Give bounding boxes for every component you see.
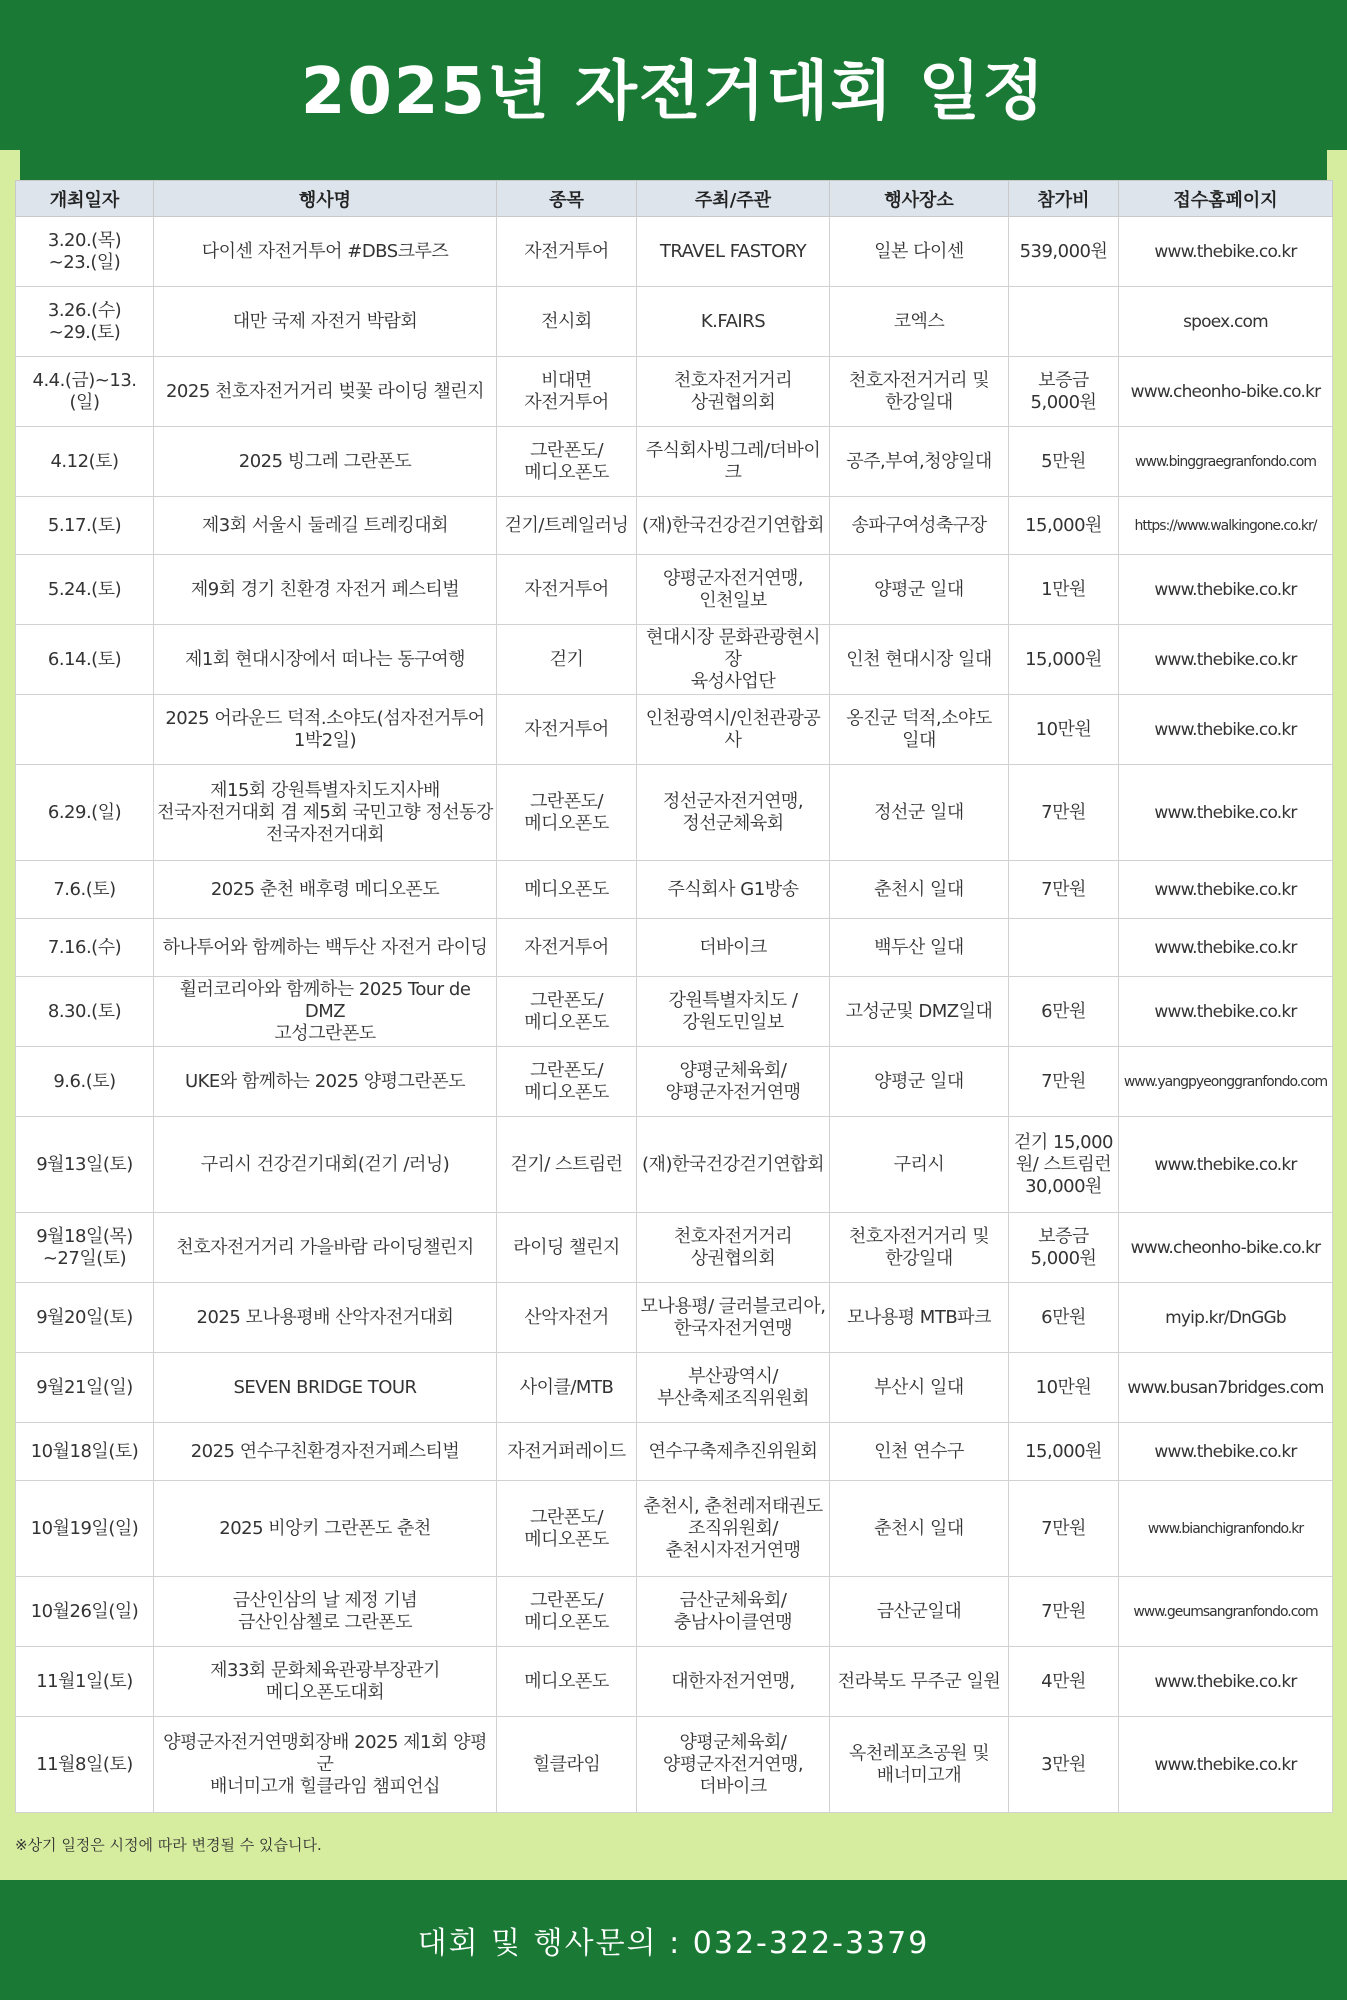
cell-fee: 15,000원	[1009, 497, 1119, 555]
cell-fee: 7만원	[1009, 1047, 1119, 1117]
cell-type: 산악자전거	[497, 1283, 637, 1353]
cell-host: 주식회사빙그레/더바이크	[637, 427, 830, 497]
contact-info: 대회 및 행사문의 : 032-322-3379	[417, 1926, 930, 1961]
table-row	[16, 1717, 1333, 1813]
cell-type: 그란폰도/ 메디오폰도	[497, 977, 637, 1047]
cell-host: 주식회사 G1방송	[637, 861, 830, 919]
cell-place: 정선군 일대	[830, 765, 1009, 861]
cell-event-name: 제1회 현대시장에서 떠나는 동구여행	[154, 625, 497, 695]
cell-website[interactable]: myip.kr/DnGGb	[1119, 1283, 1333, 1353]
cell-host: 부산광역시/ 부산축제조직위원회	[637, 1353, 830, 1423]
cell-event-name: 제15회 강원특별자치도지사배 전국자전거대회 겸 제5회 국민고향 정선동강 전국자전거대회	[154, 765, 497, 861]
cell-date: 9.6.(토)	[16, 1047, 154, 1117]
cell-date: 6.14.(토)	[16, 625, 154, 695]
cell-event-name: 금산인삼의 날 제정 기념 금산인삼첼로 그란폰도	[154, 1577, 497, 1647]
cell-event-name: 2025 빙그레 그란폰도	[154, 427, 497, 497]
cell-place: 천호자전거거리 및 한강일대	[830, 357, 1009, 427]
cell-event-name: 하나투어와 함께하는 백두산 자전거 라이딩	[154, 919, 497, 977]
table-row	[16, 1283, 1333, 1353]
cell-date: 9월13일(토)	[16, 1117, 154, 1213]
cell-event-name: SEVEN BRIDGE TOUR	[154, 1353, 497, 1423]
cell-place: 춘천시 일대	[830, 1481, 1009, 1577]
header-corner-left	[0, 150, 20, 180]
table-row	[16, 287, 1333, 357]
cell-host: 인천광역시/인천관광공사	[637, 695, 830, 765]
cell-place: 공주,부여,청양일대	[830, 427, 1009, 497]
cell-host: (재)한국건강걷기연합회	[637, 497, 830, 555]
cell-place: 춘천시 일대	[830, 861, 1009, 919]
table-row	[16, 919, 1333, 977]
table-row	[16, 217, 1333, 287]
cell-place: 모나용평 MTB파크	[830, 1283, 1009, 1353]
table-row	[16, 1647, 1333, 1717]
cell-place: 옹진군 덕적,소야도 일대	[830, 695, 1009, 765]
cell-fee: 539,000원	[1009, 217, 1119, 287]
cell-fee: 걷기 15,000 원/ 스트림런 30,000원	[1009, 1117, 1119, 1213]
cell-date: 6.29.(일)	[16, 765, 154, 861]
cell-fee: 10만원	[1009, 1353, 1119, 1423]
column-header-fee: 참가비	[1009, 181, 1119, 217]
cell-date	[16, 695, 154, 765]
column-header-host: 주최/주관	[637, 181, 830, 217]
table-row	[16, 1047, 1333, 1117]
cell-place: 옥천레포츠공원 및 배너미고개	[830, 1717, 1009, 1813]
cell-event-name: 양평군자전거연맹회장배 2025 제1회 양평군 배너미고개 힐클라임 챔피언십	[154, 1717, 497, 1813]
cell-host: 천호자전거거리 상권협의회	[637, 357, 830, 427]
cell-event-name: 2025 어라운드 덕적.소야도(섬자전거투어 1박2일)	[154, 695, 497, 765]
cell-website[interactable]: www.yangpyeonggranfondo.com	[1119, 1047, 1333, 1117]
cell-website[interactable]: www.cheonho-bike.co.kr	[1119, 357, 1333, 427]
table-row	[16, 1423, 1333, 1481]
cell-host: 양평군체육회/ 양평군자전거연맹	[637, 1047, 830, 1117]
cell-type: 라이딩 챌린지	[497, 1213, 637, 1283]
cell-event-name: 제3회 서울시 둘레길 트레킹대회	[154, 497, 497, 555]
cell-date: 3.20.(목) ~23.(일)	[16, 217, 154, 287]
table-row	[16, 695, 1333, 765]
cell-fee: 6만원	[1009, 977, 1119, 1047]
cell-website[interactable]: www.thebike.co.kr	[1119, 1647, 1333, 1717]
cell-host: 천호자전거거리 상권협의회	[637, 1213, 830, 1283]
cell-website[interactable]: www.thebike.co.kr	[1119, 217, 1333, 287]
cell-place: 구리시	[830, 1117, 1009, 1213]
cell-website[interactable]: www.cheonho-bike.co.kr	[1119, 1213, 1333, 1283]
cell-website[interactable]: www.thebike.co.kr	[1119, 625, 1333, 695]
table-row	[16, 1353, 1333, 1423]
cell-host: (재)한국건강걷기연합회	[637, 1117, 830, 1213]
table-row	[16, 1117, 1333, 1213]
cell-event-name: 대만 국제 자전거 박람회	[154, 287, 497, 357]
cell-fee: 4만원	[1009, 1647, 1119, 1717]
cell-host: K.FAIRS	[637, 287, 830, 357]
cell-type: 걷기/트레일러닝	[497, 497, 637, 555]
cell-type: 비대면 자전거투어	[497, 357, 637, 427]
cell-host: 대한자전거연맹,	[637, 1647, 830, 1717]
cell-event-name: 2025 연수구친환경자전거페스티벌	[154, 1423, 497, 1481]
cell-host: 현대시장 문화관광현시장 육성사업단	[637, 625, 830, 695]
cell-host: 양평군체육회/ 양평군자전거연맹, 더바이크	[637, 1717, 830, 1813]
cell-type: 그란폰도/ 메디오폰도	[497, 1047, 637, 1117]
page-title: 2025년 자전거대회 일정	[300, 55, 1047, 129]
cell-website[interactable]: www.thebike.co.kr	[1119, 555, 1333, 625]
header-corner-right	[1327, 150, 1347, 180]
cell-date: 8.30.(토)	[16, 977, 154, 1047]
cell-fee: 7만원	[1009, 765, 1119, 861]
table-header-row	[16, 181, 1333, 217]
cell-event-name: 2025 춘천 배후령 메디오폰도	[154, 861, 497, 919]
cell-fee: 5만원	[1009, 427, 1119, 497]
cell-place: 전라북도 무주군 일원	[830, 1647, 1009, 1717]
cell-type: 자전거투어	[497, 555, 637, 625]
table-row	[16, 861, 1333, 919]
table-row	[16, 625, 1333, 695]
cell-event-name: 2025 모나용평배 산악자전거대회	[154, 1283, 497, 1353]
cell-host: 춘천시, 춘천레저태권도 조직위원회/ 춘천시자전거연맹	[637, 1481, 830, 1577]
cell-type: 전시회	[497, 287, 637, 357]
cell-fee: 1만원	[1009, 555, 1119, 625]
cell-type: 힐클라임	[497, 1717, 637, 1813]
table-row	[16, 765, 1333, 861]
schedule-table	[15, 180, 1333, 1813]
cell-host: 강원특별자치도 / 강원도민일보	[637, 977, 830, 1047]
column-header-name: 행사명	[154, 181, 497, 217]
cell-website[interactable]: https://www.walkingone.co.kr/	[1119, 497, 1333, 555]
cell-host: 연수구축제추진위원회	[637, 1423, 830, 1481]
cell-event-name: 구리시 건강걷기대회(걷기 /러닝)	[154, 1117, 497, 1213]
cell-host: TRAVEL FASTORY	[637, 217, 830, 287]
cell-date: 4.4.(금)~13.(일)	[16, 357, 154, 427]
cell-fee: 15,000원	[1009, 1423, 1119, 1481]
cell-date: 5.17.(토)	[16, 497, 154, 555]
cell-host: 정선군자전거연맹, 정선군체육회	[637, 765, 830, 861]
header-banner	[0, 0, 1347, 180]
cell-host: 더바이크	[637, 919, 830, 977]
cell-type: 그란폰도/ 메디오폰도	[497, 765, 637, 861]
cell-type: 그란폰도/ 메디오폰도	[497, 427, 637, 497]
cell-website[interactable]: www.busan7bridges.com	[1119, 1353, 1333, 1423]
cell-place: 금산군일대	[830, 1577, 1009, 1647]
cell-fee: 10만원	[1009, 695, 1119, 765]
cell-type: 메디오폰도	[497, 861, 637, 919]
cell-website[interactable]: www.thebike.co.kr	[1119, 861, 1333, 919]
cell-host: 양평군자전거연맹, 인천일보	[637, 555, 830, 625]
cell-fee	[1009, 287, 1119, 357]
cell-fee: 7만원	[1009, 861, 1119, 919]
cell-place: 코엑스	[830, 287, 1009, 357]
cell-place: 송파구여성축구장	[830, 497, 1009, 555]
cell-event-name: UKE와 함께하는 2025 양평그란폰도	[154, 1047, 497, 1117]
cell-fee: 6만원	[1009, 1283, 1119, 1353]
cell-website[interactable]: www.thebike.co.kr	[1119, 695, 1333, 765]
cell-website[interactable]: www.bianchigranfondo.kr	[1119, 1481, 1333, 1577]
cell-place: 부산시 일대	[830, 1353, 1009, 1423]
cell-website[interactable]: www.thebike.co.kr	[1119, 765, 1333, 861]
cell-type: 그란폰도/ 메디오폰도	[497, 1577, 637, 1647]
cell-place: 천호자전거거리 및 한강일대	[830, 1213, 1009, 1283]
cell-type: 걷기/ 스트림런	[497, 1117, 637, 1213]
cell-fee: 7만원	[1009, 1577, 1119, 1647]
cell-website[interactable]: www.binggraegranfondo.com	[1119, 427, 1333, 497]
cell-type: 자전거투어	[497, 919, 637, 977]
cell-event-name: 2025 천호자전거거리 벚꽃 라이딩 챌린지	[154, 357, 497, 427]
cell-type: 그란폰도/ 메디오폰도	[497, 1481, 637, 1577]
table-row	[16, 1481, 1333, 1577]
cell-date: 10월19일(일)	[16, 1481, 154, 1577]
cell-fee: 보증금 5,000원	[1009, 1213, 1119, 1283]
cell-date: 11월1일(토)	[16, 1647, 154, 1717]
cell-type: 자전거투어	[497, 217, 637, 287]
cell-website[interactable]: www.thebike.co.kr	[1119, 1717, 1333, 1813]
cell-fee: 7만원	[1009, 1481, 1119, 1577]
column-header-type: 종목	[497, 181, 637, 217]
cell-place: 양평군 일대	[830, 1047, 1009, 1117]
cell-event-name: 2025 비앙키 그란폰도 춘천	[154, 1481, 497, 1577]
cell-place: 양평군 일대	[830, 555, 1009, 625]
cell-date: 4.12(토)	[16, 427, 154, 497]
cell-fee: 보증금 5,000원	[1009, 357, 1119, 427]
cell-event-name: 천호자전거거리 가을바람 라이딩챌린지	[154, 1213, 497, 1283]
cell-place: 인천 현대시장 일대	[830, 625, 1009, 695]
cell-event-name: 제33회 문화체육관광부장관기 메디오폰도대회	[154, 1647, 497, 1717]
cell-date: 10월18일(토)	[16, 1423, 154, 1481]
cell-website[interactable]: www.thebike.co.kr	[1119, 1117, 1333, 1213]
table-row	[16, 555, 1333, 625]
cell-date: 10월26일(일)	[16, 1577, 154, 1647]
cell-fee: 3만원	[1009, 1717, 1119, 1813]
table-row	[16, 977, 1333, 1047]
table-row	[16, 497, 1333, 555]
cell-event-name: 휠러코리아와 함께하는 2025 Tour de DMZ 고성그란폰도	[154, 977, 497, 1047]
cell-website[interactable]: www.thebike.co.kr	[1119, 977, 1333, 1047]
column-header-date: 개최일자	[16, 181, 154, 217]
cell-date: 9월18일(목) ~27일(토)	[16, 1213, 154, 1283]
cell-fee: 15,000원	[1009, 625, 1119, 695]
cell-date: 11월8일(토)	[16, 1717, 154, 1813]
cell-type: 걷기	[497, 625, 637, 695]
cell-event-name: 다이센 자전거투어 #DBS크루즈	[154, 217, 497, 287]
cell-date: 3.26.(수) ~29.(토)	[16, 287, 154, 357]
table-row	[16, 1577, 1333, 1647]
column-header-site: 접수홈페이지	[1119, 181, 1333, 217]
cell-type: 메디오폰도	[497, 1647, 637, 1717]
cell-date: 9월20일(토)	[16, 1283, 154, 1353]
cell-website[interactable]: www.thebike.co.kr	[1119, 919, 1333, 977]
schedule-note: ※상기 일정은 시정에 따라 변경될 수 있습니다.	[15, 1836, 322, 1854]
schedule-table-wrapper	[15, 180, 1332, 1813]
table-row	[16, 357, 1333, 427]
cell-website[interactable]: spoex.com	[1119, 287, 1333, 357]
cell-place: 고성군및 DMZ일대	[830, 977, 1009, 1047]
table-row	[16, 1213, 1333, 1283]
table-row	[16, 427, 1333, 497]
cell-place: 인천 연수구	[830, 1423, 1009, 1481]
cell-date: 9월21일(일)	[16, 1353, 154, 1423]
cell-date: 7.6.(토)	[16, 861, 154, 919]
cell-fee	[1009, 919, 1119, 977]
cell-type: 자전거퍼레이드	[497, 1423, 637, 1481]
cell-type: 사이클/MTB	[497, 1353, 637, 1423]
cell-type: 자전거투어	[497, 695, 637, 765]
cell-website[interactable]: www.thebike.co.kr	[1119, 1423, 1333, 1481]
cell-website[interactable]: www.geumsangranfondo.com	[1119, 1577, 1333, 1647]
cell-place: 백두산 일대	[830, 919, 1009, 977]
cell-host: 모나용평/ 글러블코리아, 한국자전거연맹	[637, 1283, 830, 1353]
cell-date: 7.16.(수)	[16, 919, 154, 977]
column-header-place: 행사장소	[830, 181, 1009, 217]
cell-date: 5.24.(토)	[16, 555, 154, 625]
cell-event-name: 제9회 경기 친환경 자전거 페스티벌	[154, 555, 497, 625]
cell-place: 일본 다이센	[830, 217, 1009, 287]
cell-host: 금산군체육회/ 충남사이클연맹	[637, 1577, 830, 1647]
